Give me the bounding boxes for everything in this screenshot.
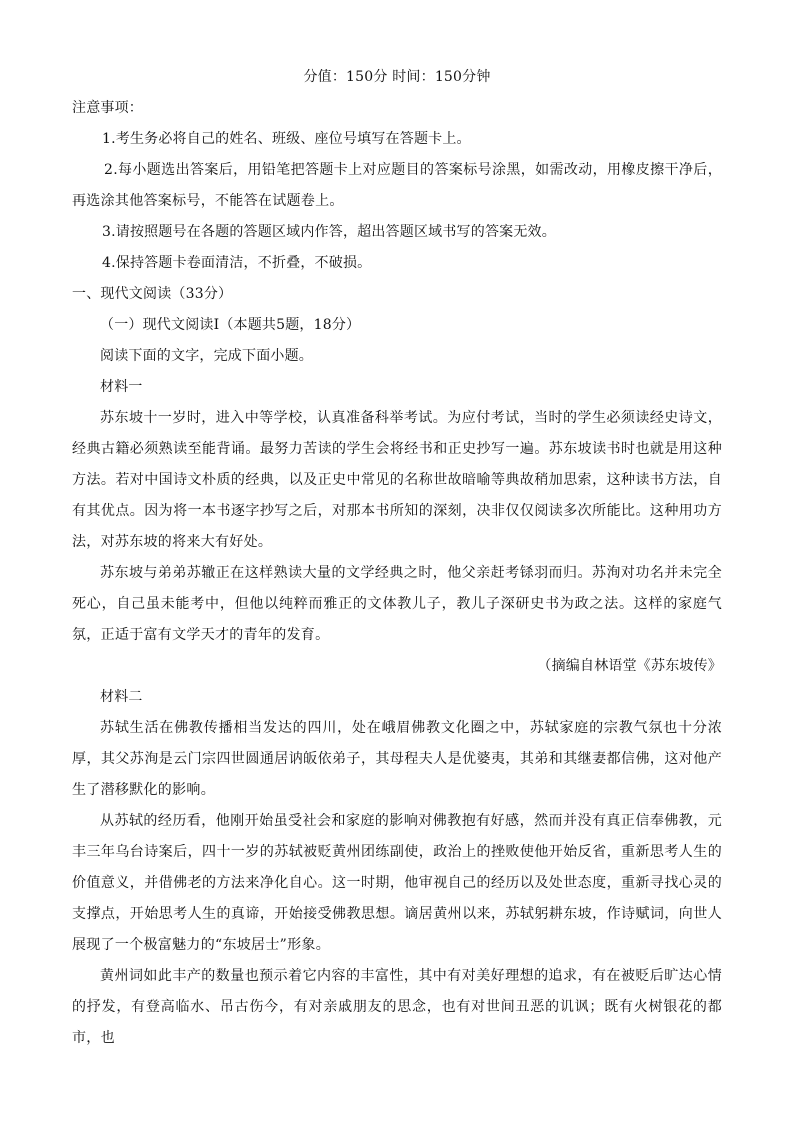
- material-2-paragraph: 苏轼生活在佛教传播相当发达的四川，处在峨眉佛教文化圈之中，苏轼家庭的宗教气氛也十分浓厚，其父苏洵是云门宗四世圆通居讷皈依弟子，其母程夫人是优婆夷，其弟和其继妻都信佛，这对他产生了潜移默化的影响。: [72, 720, 722, 798]
- notice-item-1: 1.考生务必将自己的姓名、班级、座位号填写在答题卡上。: [102, 131, 471, 147]
- material-2-paragraph: 从苏轼的经历看，他刚开始虽受社会和家庭的影响对佛教抱有好感，然而并没有真正信奉佛教，元丰三年乌台诗案后，四十一岁的苏轼被贬黄州团练副使，政治上的挫败使他开始反省，重新思考人生的价值意义，并借佛老的方法来净化自心。这一时期，他审视自己的经历以及处世态度，重新寻找心灵的支撑点，开始思考人生的真谛，开始接受佛教思想。谪居黄州以来，苏轼躬耕东坡，作诗赋词，向世人展现了一个极富魅力的“东坡居士”形象。: [72, 813, 722, 953]
- notice-item-3: 3.请按照题号在各题的答题区域内作答，超出答题区域书写的答案无效。: [102, 224, 556, 240]
- subsection-title: （一）现代文阅读Ⅰ（本题共5题，18分）: [100, 317, 361, 333]
- notice-item-4: 4.保持答题卡卷面清洁，不折叠，不破损。: [102, 255, 372, 271]
- material-2-paragraph: 黄州词如此丰产的数量也预示着它内容的丰富性，其中有对美好理想的追求，有在被贬后旷达心情的抒发，有登高临水、吊古伤今，有对亲戚朋友的思念，也有对世间丑恶的讥讽；既有火树银花的都市，也: [72, 968, 722, 1046]
- material-2-label: 材料二: [100, 689, 143, 705]
- material-1-paragraph: 苏东坡十一岁时，进入中等学校，认真准备科举考试。为应付考试，当时的学生必须读经史诗文，经典古籍必须熟读至能背诵。最努力苦读的学生会将经书和正史抄写一遍。苏东坡读书时也就是用这种方法。若对中国诗文朴质的经典，以及正史中常见的名称世故暗喻等典故稍加思索，这种读书方法，自有其优点。因为将一本书逐字抄写之后，对那本书所知的深刻，决非仅仅阅读多次所能比。这种用功方法，对苏东坡的将来大有好处。: [72, 410, 722, 550]
- notice-item-2: 2.每小题选出答案后，用铅笔把答题卡上对应题目的答案标号涂黑，如需改动，用橡皮擦干净后，再选涂其他答案标号，不能答在试题卷上。: [72, 162, 722, 209]
- score-time-line: 分值：150分 时间：150分钟: [303, 69, 491, 85]
- notice-title: 注意事项：: [72, 100, 143, 116]
- material-1-source: （摘编自林语堂《苏东坡传》: [537, 658, 722, 674]
- section-title: 一、现代文阅读（33分）: [72, 286, 233, 302]
- material-1-paragraph: 苏东坡与弟弟苏辙正在这样熟读大量的文学经典之时，他父亲赶考铩羽而归。苏洵对功名并未完全死心，自己虽未能考中，但他以纯粹而雅正的文体教儿子，教儿子深研史书为政之法。这样的家庭气氛，正适于富有文学天才的青年的发育。: [72, 565, 722, 643]
- material-1-label: 材料一: [100, 379, 143, 395]
- reading-instruction: 阅读下面的文字，完成下面小题。: [100, 348, 313, 364]
- exam-page: [72, 62, 722, 1054]
